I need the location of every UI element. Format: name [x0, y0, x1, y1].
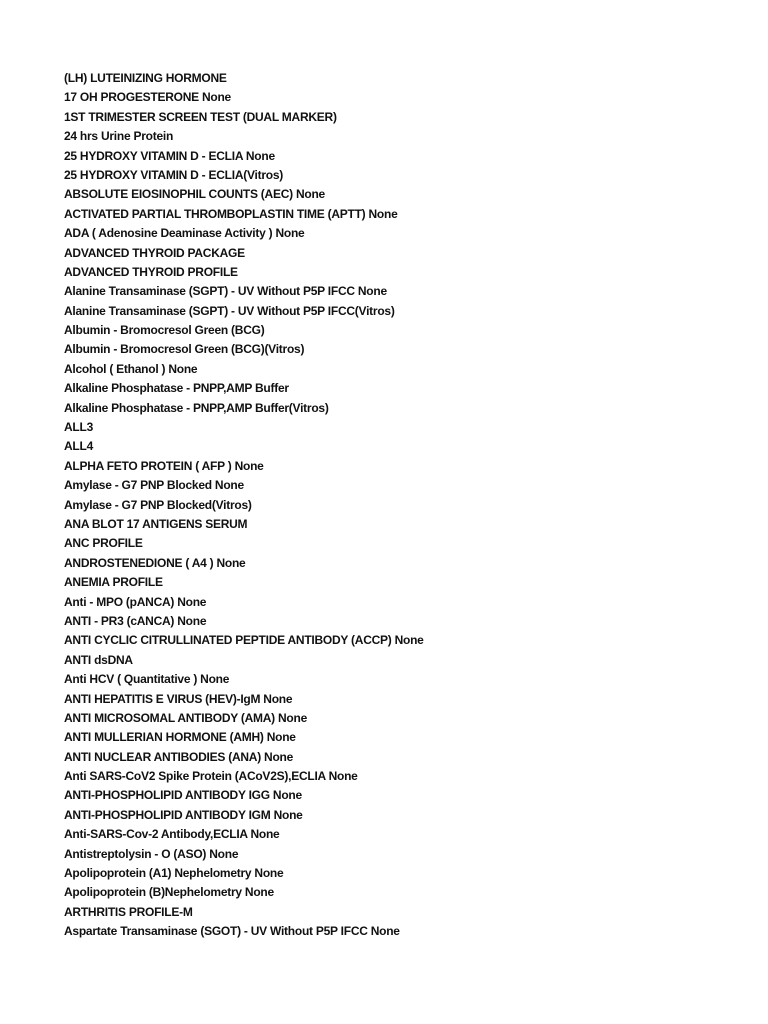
list-item: Anti HCV ( Quantitative ) None — [64, 672, 230, 687]
list-item: ANTI CYCLIC CITRULLINATED PEPTIDE ANTIBODY (ACCP) None — [64, 633, 424, 648]
list-item: Alkaline Phosphatase - PNPP,AMP Buffer — [64, 381, 289, 396]
list-item: Albumin - Bromocresol Green (BCG) — [64, 323, 265, 338]
list-item: Apolipoprotein (A1) Nephelometry None — [64, 866, 284, 881]
list-item: ANTI dsDNA — [64, 652, 133, 667]
list-item: ANTI MULLERIAN HORMONE (AMH) None — [64, 730, 296, 745]
list-item: Alanine Transaminase (SGPT) - UV Without P5P IFCC(Vitros) — [64, 303, 395, 318]
list-item: Anti-SARS-Cov-2 Antibody,ECLIA None — [64, 827, 280, 842]
list-item: ALL4 — [64, 439, 93, 454]
list-item: ANTI HEPATITIS E VIRUS (HEV)-IgM None — [64, 691, 293, 706]
list-item: ADVANCED THYROID PROFILE — [64, 264, 238, 279]
list-item: ANTI MICROSOMAL ANTIBODY (AMA) None — [64, 710, 308, 725]
list-item: ADA ( Adenosine Deaminase Activity ) None — [64, 226, 305, 241]
list-item: 25 HYDROXY VITAMIN D - ECLIA None — [64, 148, 275, 163]
list-item: Anti SARS-CoV2 Spike Protein (ACoV2S),ECLIA None — [64, 769, 358, 784]
list-item: Albumin - Bromocresol Green (BCG)(Vitros) — [64, 342, 305, 357]
list-item: 24 hrs Urine Protein — [64, 129, 174, 144]
list-item: (LH) LUTEINIZING HORMONE — [64, 71, 227, 85]
list-item: Apolipoprotein (B)Nephelometry None — [64, 885, 274, 900]
test-list — [64, 69, 744, 942]
list-item: ANDROSTENEDIONE ( A4 ) None — [64, 555, 246, 570]
list-item: ALL3 — [64, 420, 93, 435]
list-item: Antistreptolysin - O (ASO) None — [64, 846, 239, 861]
list-item: Amylase - G7 PNP Blocked None — [64, 478, 244, 493]
list-item: Aspartate Transaminase (SGOT) - UV Without P5P IFCC None — [64, 924, 400, 939]
list-item: 25 HYDROXY VITAMIN D - ECLIA(Vitros) — [64, 167, 284, 182]
list-item: ANTI NUCLEAR ANTIBODIES (ANA) None — [64, 749, 294, 764]
list-item: Alanine Transaminase (SGPT) - UV Without P5P IFCC None — [64, 284, 387, 299]
list-item: ADVANCED THYROID PACKAGE — [64, 245, 245, 260]
list-item: ANA BLOT 17 ANTIGENS SERUM — [64, 516, 248, 531]
list-item: Alkaline Phosphatase - PNPP,AMP Buffer(Vitros) — [64, 400, 329, 415]
list-item: ANTI - PR3 (cANCA) None — [64, 613, 207, 628]
list-item: ABSOLUTE EIOSINOPHIL COUNTS (AEC) None — [64, 187, 325, 202]
list-item: Amylase - G7 PNP Blocked(Vitros) — [64, 497, 252, 512]
list-item: ARTHRITIS PROFILE-M — [64, 904, 193, 919]
list-item: 17 OH PROGESTERONE None — [64, 90, 231, 105]
list-item: ALPHA FETO PROTEIN ( AFP ) None — [64, 458, 264, 473]
list-item: ANC PROFILE — [64, 536, 143, 551]
list-item: ANTI-PHOSPHOLIPID ANTIBODY IGM None — [64, 807, 303, 822]
list-item: 1ST TRIMESTER SCREEN TEST (DUAL MARKER) — [64, 109, 337, 124]
list-item: Alcohol ( Ethanol ) None — [64, 361, 198, 376]
list-item: ANEMIA PROFILE — [64, 575, 163, 590]
list-item: Anti - MPO (pANCA) None — [64, 594, 207, 609]
list-item: ACTIVATED PARTIAL THROMBOPLASTIN TIME (APTT) None — [64, 206, 398, 221]
list-item: ANTI-PHOSPHOLIPID ANTIBODY IGG None — [64, 788, 302, 803]
